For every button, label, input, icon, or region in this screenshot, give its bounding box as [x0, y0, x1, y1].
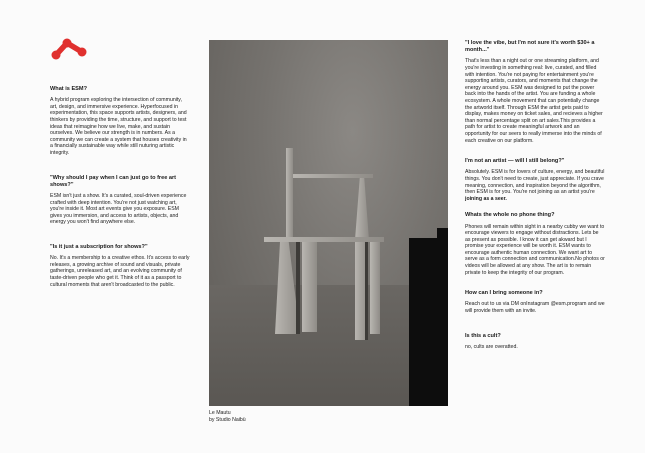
faq-question: How can I bring someone in?	[465, 290, 543, 297]
chair-leg-shadow	[296, 242, 300, 334]
caption-credit: by Studio Naibü	[209, 416, 246, 423]
faq-answer-emphasis: joining as a seer.	[465, 195, 507, 202]
esm-logo	[50, 38, 90, 60]
faq-question: "I love the vibe, but I'm not sure it's worth $30+ a month..."	[465, 40, 595, 54]
chair-leg	[302, 242, 317, 332]
chair-leg	[370, 242, 380, 334]
faq-answer: ESM isn't just a show. It's a curated, soul-driven experience crafted with deep intention. You're not just watching art, you're inside it. Most art events give you exposure. ESM gives you immersion, and access to artists, objects, and energy you won't find anywhere else.	[50, 192, 187, 226]
photo-caption	[209, 410, 246, 423]
faq-question: What is ESM?	[50, 86, 87, 92]
caption-title: Le Mautu	[209, 410, 231, 416]
faq-answer: A hybrid program exploring the intersection of community, art, design, and immersive experience. Hyperfocused in experimentation, this space supports artists, designers, and thinkers by providing the time, structure, and support to test ideas that reimagine how we live, make, and sustain ourselves. We believe our strength is in numbers. As a community we can create a system that houses creativity in a financially sustainable way while still nuturing artistic integrity.	[50, 97, 187, 156]
faq-question: "Why should I pay when I can just go to free art shows?"	[50, 174, 177, 188]
faq-answer: No. It's a membership to a creative ethos. It's access to early releases, a growing archive of sound and visuals, private gatherings, unreleased art, and an evolving community of taste-driven people who get it. Think of it as a passport to cultural moments that aren't broadcasted to the public.	[50, 255, 190, 288]
logo-icon	[50, 38, 90, 60]
faq-right-column	[465, 40, 605, 360]
faq-answer-text: Absolutely. ESM is for lovers of culture, energy, and beautiful things. You don't need to create, just appreciate. If you crave meaning, connection, and inspiration beyond the algorithm, then ESM is for you. You're not joining as an artist you're	[465, 169, 605, 196]
chair-back-right	[355, 176, 369, 240]
faq-answer	[465, 169, 605, 202]
faq-question: I'm not an artist — will I still belong?"	[465, 158, 565, 165]
chair-leg-shadow	[365, 242, 368, 340]
faq-question: Is this a cult?	[465, 332, 501, 339]
faq-answer: That's less than a night out or one streaming platform, and you're investing in something real: live, curated, and filled with intention. You're not paying for entertainment you're supporting artists, curators, and moments that change the energy around you. ESM was designed to put the power back into the hands of the artist. You are funding a whole ecosystem. A whole movement that can potentially change the artworld itself. Through ESM the artist gets paid to display, makes money on ticket sales, and recieves a higher than normal percentage split on art sales.This provides a path for artist to create meaningful artwork and an opportunity for our seers to really immerse into the minds of each creative on our platform.	[465, 58, 603, 144]
faq-answer: Phones will remain within sight in a nearby cubby we want to encourage viewers to engage without distractions. Lets be as present as possible. I know it can get akward but I promise your experience will be worth it. ESM wants to encourage authentic human connection. We want art to serve as a form connection and communication.No photos or videos will be allowed at any show. The art is to remain private to keep the integrity of our program.	[465, 223, 605, 276]
faq-answer: Reach out to us via DM onInstagram @esm.program and we will provide them with an invite.	[465, 301, 605, 315]
faq-answer: no, cults are overatted.	[465, 343, 518, 350]
faq-left-column	[50, 86, 190, 298]
foreground-shadow	[409, 238, 448, 406]
chair-back-left	[286, 148, 293, 240]
artwork-photo	[209, 40, 448, 406]
faq-question: Whats the whole no phone thing?	[465, 212, 555, 219]
faq-question: "Is it just a subscription for shows?"	[50, 243, 148, 250]
chair-crossbar	[293, 174, 373, 178]
